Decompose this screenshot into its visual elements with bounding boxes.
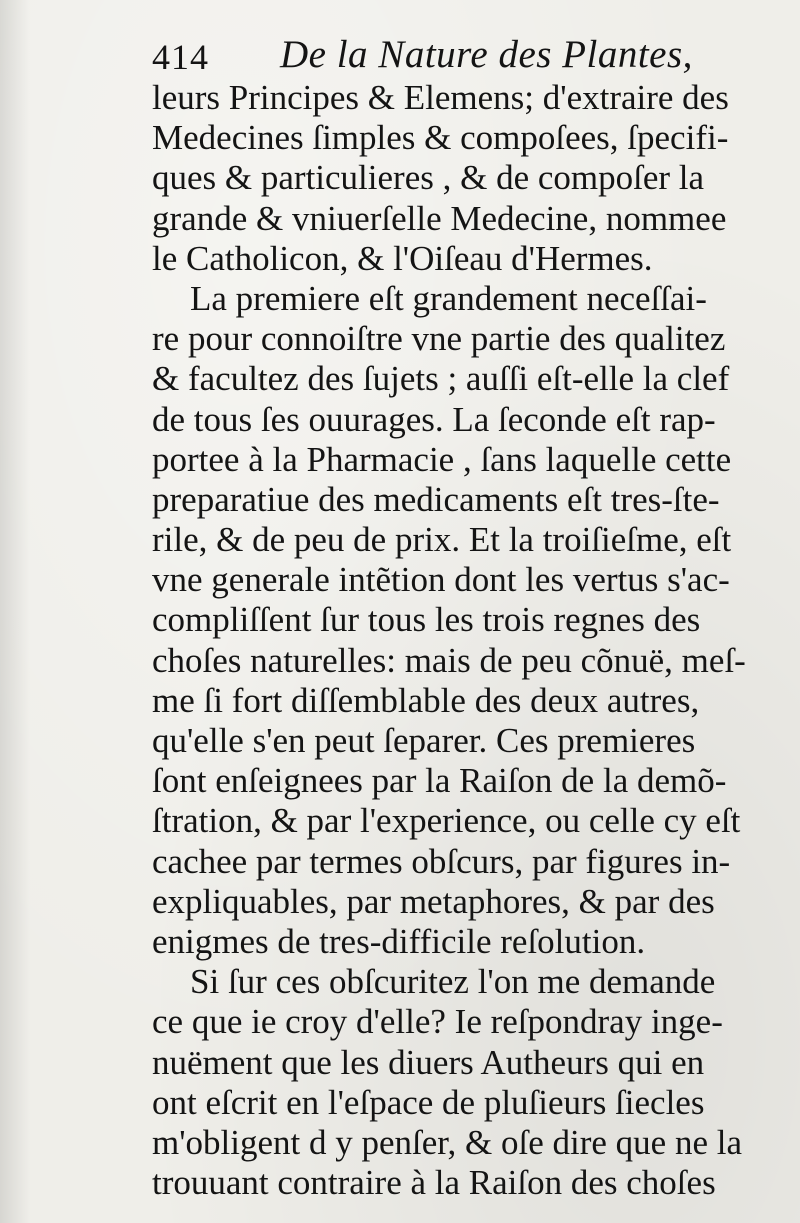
text-line: ques & particulieres , & de compoſer la: [152, 158, 705, 198]
page-gutter-shadow: [0, 0, 30, 1223]
text-line: ſtration, & par l'experience, ou celle cy eſt: [152, 801, 741, 841]
text-line: & facultez des ſujets ; auſſi eſt-elle la clef: [152, 359, 730, 399]
text-line: m'obligent d y penſer, & oſe dire que ne la: [152, 1122, 743, 1162]
text-line: compliſſent ſur tous les trois regnes des: [152, 600, 701, 640]
text-line: qu'elle s'en peut ſeparer. Ces premieres: [152, 721, 696, 760]
running-title: De la Nature des Plantes,: [280, 33, 693, 76]
text-line: grande & vniuerſelle Medecine, nommee: [152, 198, 727, 238]
text-line: nuëment que les diuers Autheurs qui en: [152, 1042, 705, 1082]
text-line: re pour connoiſtre vne partie des qualitez: [152, 319, 726, 359]
text-line: ſont enſeignees par la Raiſon de la demõ-: [152, 761, 727, 801]
page-number: 414: [152, 37, 209, 77]
text-line: enigmes de tres-difficile reſolution.: [152, 921, 646, 961]
text-line: trouuant contraire à la Raiſon des choſes: [152, 1163, 716, 1203]
body-text: [152, 78, 792, 1203]
text-line: de tous ſes ouurages. La ſeconde eſt rap-: [152, 399, 716, 439]
text-line: ont eſcrit en l'eſpace de pluſieurs ſiecles: [152, 1082, 705, 1122]
page-header: [152, 28, 792, 82]
text-line: me ſi fort diſſemblable des deux autres,: [152, 680, 700, 720]
text-line: vne generale intẽtion dont les vertus s'ac-: [152, 560, 730, 600]
text-line: expliquables, par metaphores, & par des: [152, 881, 715, 921]
text-line: cachee par termes obſcurs, par figures in-: [152, 841, 731, 881]
text-line: Medecines ſimples & compoſees, ſpecifi-: [152, 118, 729, 158]
text-line: le Catholicon, & l'Oiſeau d'Hermes.: [152, 238, 653, 278]
text-line: leurs Principes & Elemens; d'extraire des: [152, 78, 729, 117]
text-line: preparatiue des medicaments eſt tres-ſte-: [152, 479, 720, 519]
text-line: rile, & de peu de prix. Et la troiſieſme, eſt: [152, 520, 732, 560]
paragraph-start-line: La premiere eſt grandement neceſſai-: [190, 278, 707, 318]
paragraph-start-line: Si ſur ces obſcuritez l'on me demande: [190, 962, 716, 1002]
text-line: portee à la Pharmacie , ſans laquelle cette: [152, 439, 732, 479]
text-line: choſes naturelles: mais de peu cõnuë, meſ-: [152, 640, 746, 680]
text-line: ce que ie croy d'elle? Ie reſpondray inge-: [152, 1002, 723, 1042]
